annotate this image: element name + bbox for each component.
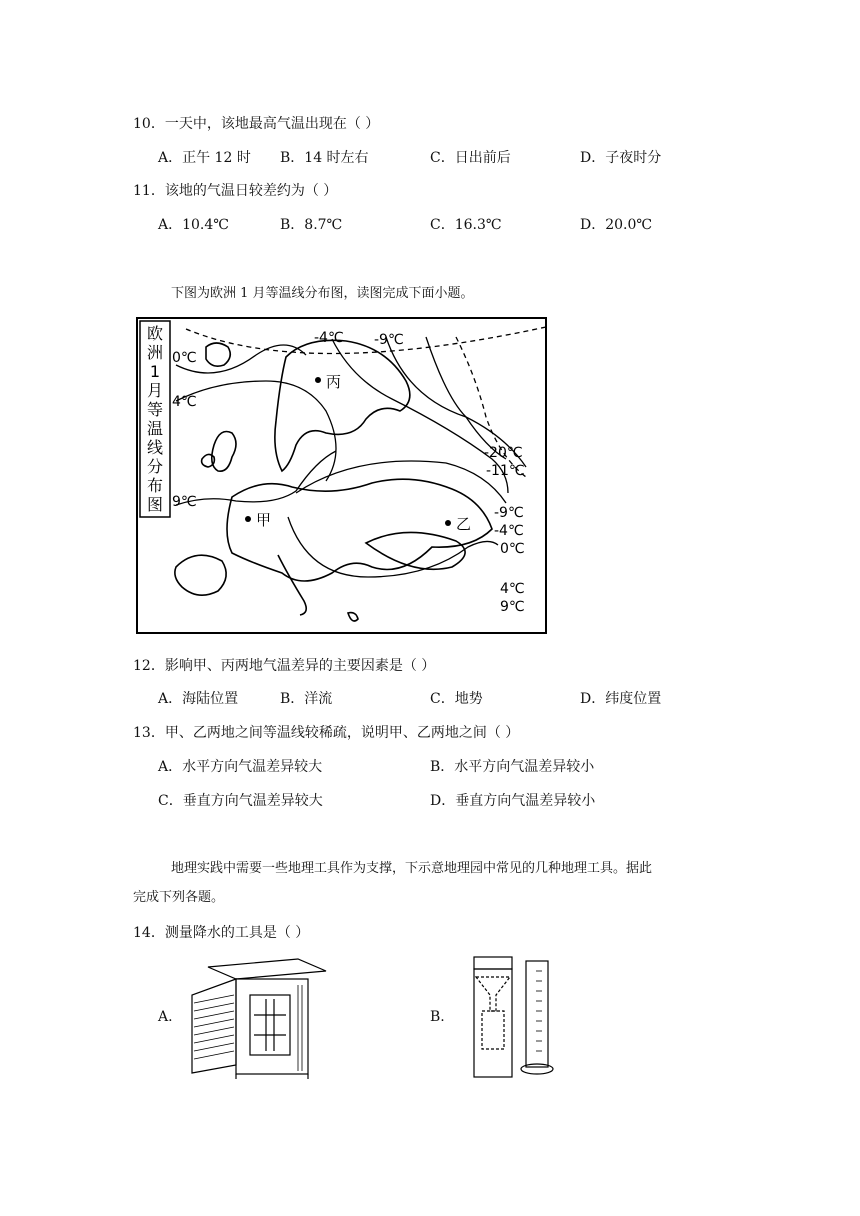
map-title-char: 月	[146, 381, 164, 400]
question-10-stem: 10．一天中，该地最高气温出现在（ ）	[133, 116, 380, 132]
q13-option-d[interactable]: D．垂直方向气温差异较小	[430, 793, 596, 809]
q11-option-c[interactable]: C．16.3℃	[430, 217, 502, 233]
isotherm-map-svg	[136, 317, 548, 635]
question-14-stem: 14．测量降水的工具是（ ）	[133, 925, 310, 941]
q13-option-b[interactable]: B．水平方向气温差异较小	[430, 759, 595, 775]
q13-option-a[interactable]: A．水平方向气温差异较大	[158, 759, 323, 775]
q11-option-a[interactable]: A．10.4℃	[158, 217, 229, 233]
isotherm-label: -9℃	[494, 505, 524, 521]
map-intro-text: 下图为欧洲 1 月等温线分布图，读图完成下面小题。	[171, 286, 474, 301]
question-13-stem: 13．甲、乙两地之间等温线较稀疏，说明甲、乙两地之间（ ）	[133, 725, 520, 741]
q13-option-c[interactable]: C．垂直方向气温差异较大	[158, 793, 323, 809]
q11-option-d[interactable]: D．20.0℃	[580, 217, 653, 233]
map-title-char: 布	[146, 476, 164, 495]
place-jia-dot	[245, 516, 251, 522]
q10-option-c[interactable]: C．日出前后	[430, 150, 511, 166]
map-title-char: 温	[146, 419, 164, 438]
q11-option-b[interactable]: B．8.7℃	[280, 217, 343, 233]
q12-option-b[interactable]: B．洋流	[280, 691, 333, 707]
map-title-char: 1	[149, 362, 161, 381]
map-title-char: 洲	[146, 343, 164, 362]
isotherm-label: 9℃	[500, 599, 525, 615]
place-yi-dot	[445, 520, 451, 526]
isotherm-label: -4℃	[314, 330, 344, 346]
isotherm-label: -9℃	[374, 332, 404, 348]
q10-option-d[interactable]: D．子夜时分	[580, 150, 662, 166]
question-12-stem: 12．影响甲、丙两地气温差异的主要因素是（ ）	[133, 658, 436, 674]
map-title-char: 图	[146, 495, 164, 514]
map-title-char: 等	[146, 400, 164, 419]
isotherm-label: -11℃	[486, 463, 525, 479]
q12-option-a[interactable]: A．海陆位置	[158, 691, 239, 707]
isotherm-label: 0℃	[172, 350, 197, 366]
map-title-char: 线	[146, 438, 164, 457]
tools-intro-line1: 地理实践中需要一些地理工具作为支撑，下示意地理园中常见的几种地理工具。据此	[171, 861, 653, 876]
europe-january-isotherm-map	[136, 317, 548, 635]
question-11-stem: 11．该地的气温日较差约为（ ）	[133, 183, 338, 199]
isotherm-label: -20℃	[484, 445, 523, 461]
map-title-char: 欧	[146, 324, 164, 343]
instrument-shelter-icon	[188, 955, 328, 1080]
map-title-char: 分	[146, 457, 164, 476]
place-bing-dot	[315, 377, 321, 383]
isotherm-label: 0℃	[500, 541, 525, 557]
isotherm-label: -4℃	[494, 523, 524, 539]
place-yi-label: 乙	[456, 515, 472, 533]
q10-option-a[interactable]: A．正午 12 时	[158, 150, 251, 166]
isotherm-label: 4℃	[500, 581, 525, 597]
q14-option-a[interactable]: A.	[158, 1009, 173, 1025]
tools-intro-line2: 完成下列各题。	[133, 890, 225, 905]
q10-option-b[interactable]: B．14 时左右	[280, 150, 369, 166]
q12-option-c[interactable]: C．地势	[430, 691, 483, 707]
rain-gauge-icon	[470, 955, 560, 1080]
place-bing-label: 丙	[326, 373, 342, 391]
isotherm-label: 4℃	[172, 394, 197, 410]
place-jia-label: 甲	[256, 511, 272, 529]
isotherm-label: 9℃	[172, 494, 197, 510]
q14-option-b[interactable]: B.	[430, 1009, 445, 1025]
q12-option-d[interactable]: D．纬度位置	[580, 691, 662, 707]
